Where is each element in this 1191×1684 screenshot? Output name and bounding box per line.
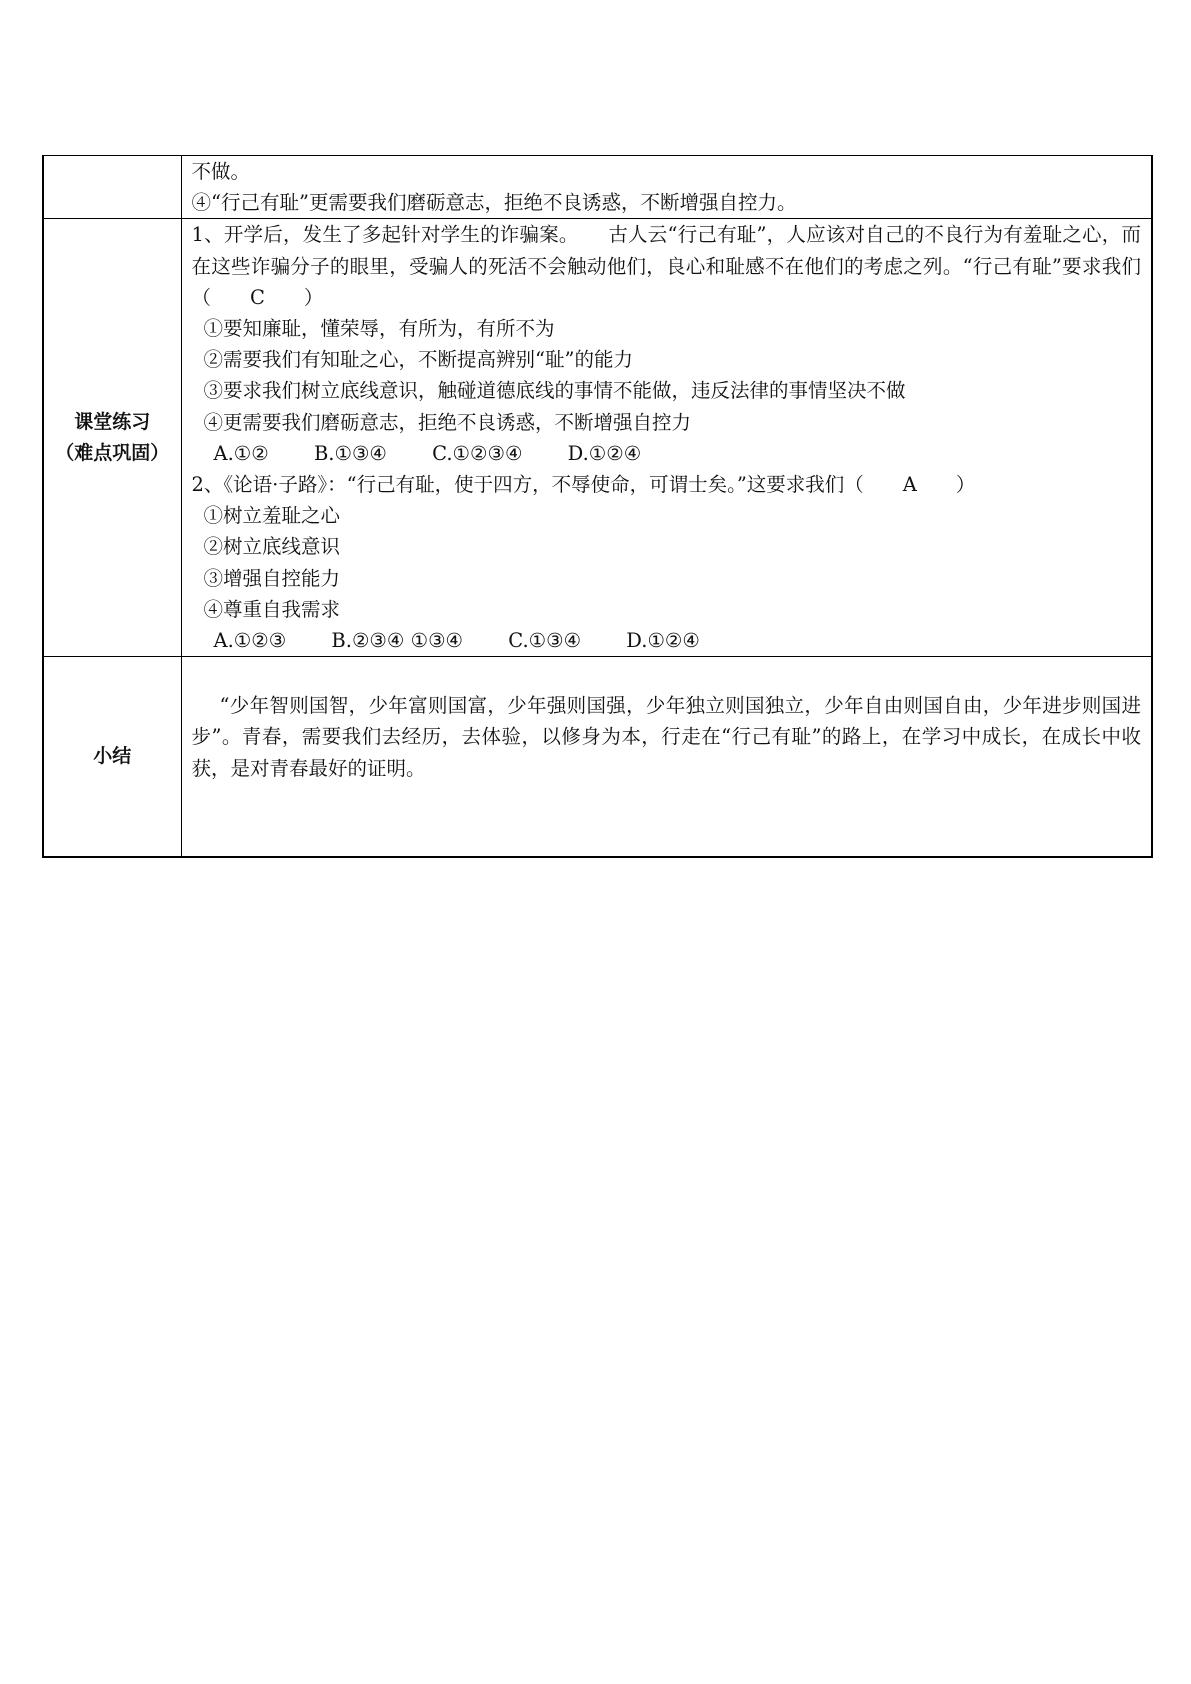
continuation-row bbox=[43, 156, 1152, 219]
question-1-option-1: ①要知廉耻，懂荣辱，有所为，有所不为 bbox=[203, 317, 555, 341]
summary-label-cell bbox=[43, 657, 181, 857]
question-2-option-2: ②树立底线意识 bbox=[203, 535, 341, 559]
question-2-option-4: ④尊重自我需求 bbox=[203, 597, 341, 621]
question-2-stem: 2、《论语·子路》：“行己有耻，使于四方，不辱使命，可谓士矣。”这要求我们（ A ） bbox=[191, 473, 976, 497]
exercise-label-cell bbox=[43, 219, 181, 657]
question-2-choices: A.①②③ B.②③④ ①③④ C.①③④ D.①②④ bbox=[213, 629, 700, 653]
summary-row bbox=[43, 657, 1152, 857]
summary-content-cell bbox=[181, 657, 1152, 857]
exercise-label-sub: （难点巩固） bbox=[55, 441, 170, 464]
question-2-option-3: ③增强自控能力 bbox=[203, 566, 341, 590]
summary-text: “少年智则国智，少年富则国富，少年强则国强，少年独立则国独立，少年自由则国自由，少年进步则国进步”。青春，需要我们去经历，去体验，以修身为本，行走在“行己有耻”的路上，在学习中成长，在成长中收获，是对青春最好的证明。 bbox=[191, 694, 1141, 780]
question-1-option-4: ④更需要我们磨砺意志，拒绝不良诱惑，不断增强自控力 bbox=[203, 410, 692, 434]
question-2-option-1: ①树立羞耻之心 bbox=[203, 504, 341, 528]
continuation-content-cell bbox=[181, 156, 1152, 219]
question-1-option-3: ③要求我们树立底线意识，触碰道德底线的事情不能做，违反法律的事情坚决不做 bbox=[203, 379, 906, 403]
summary-label: 小结 bbox=[93, 745, 132, 767]
question-1-stem: 1、开学后，发生了多起针对学生的诈骗案。 古人云“行己有耻”，人应该对自己的不良行为有羞耻之心，而在这些诈骗分子的眼里，受骗人的死活不会触动他们，良心和耻感不在他们的考虑之列。“行己有耻”要求我们（ C ） bbox=[191, 223, 1141, 309]
exercise-row bbox=[43, 219, 1152, 657]
lesson-plan-table bbox=[42, 155, 1153, 858]
exercise-block bbox=[192, 219, 1142, 656]
exercise-content-cell bbox=[181, 219, 1152, 657]
continuation-line-1: 不做。 bbox=[191, 160, 251, 183]
question-1-choices: A.①② B.①③④ C.①②③④ D.①②④ bbox=[213, 441, 642, 465]
continuation-line-2: ④“行己有耻”更需要我们磨砺意志，拒绝不良诱惑，不断增强自控力。 bbox=[191, 191, 797, 215]
question-1-option-2: ②需要我们有知耻之心，不断提高辨别“耻”的能力 bbox=[203, 348, 633, 372]
exercise-label-main: 课堂练习 bbox=[74, 410, 151, 433]
continuation-label-cell bbox=[43, 156, 181, 219]
